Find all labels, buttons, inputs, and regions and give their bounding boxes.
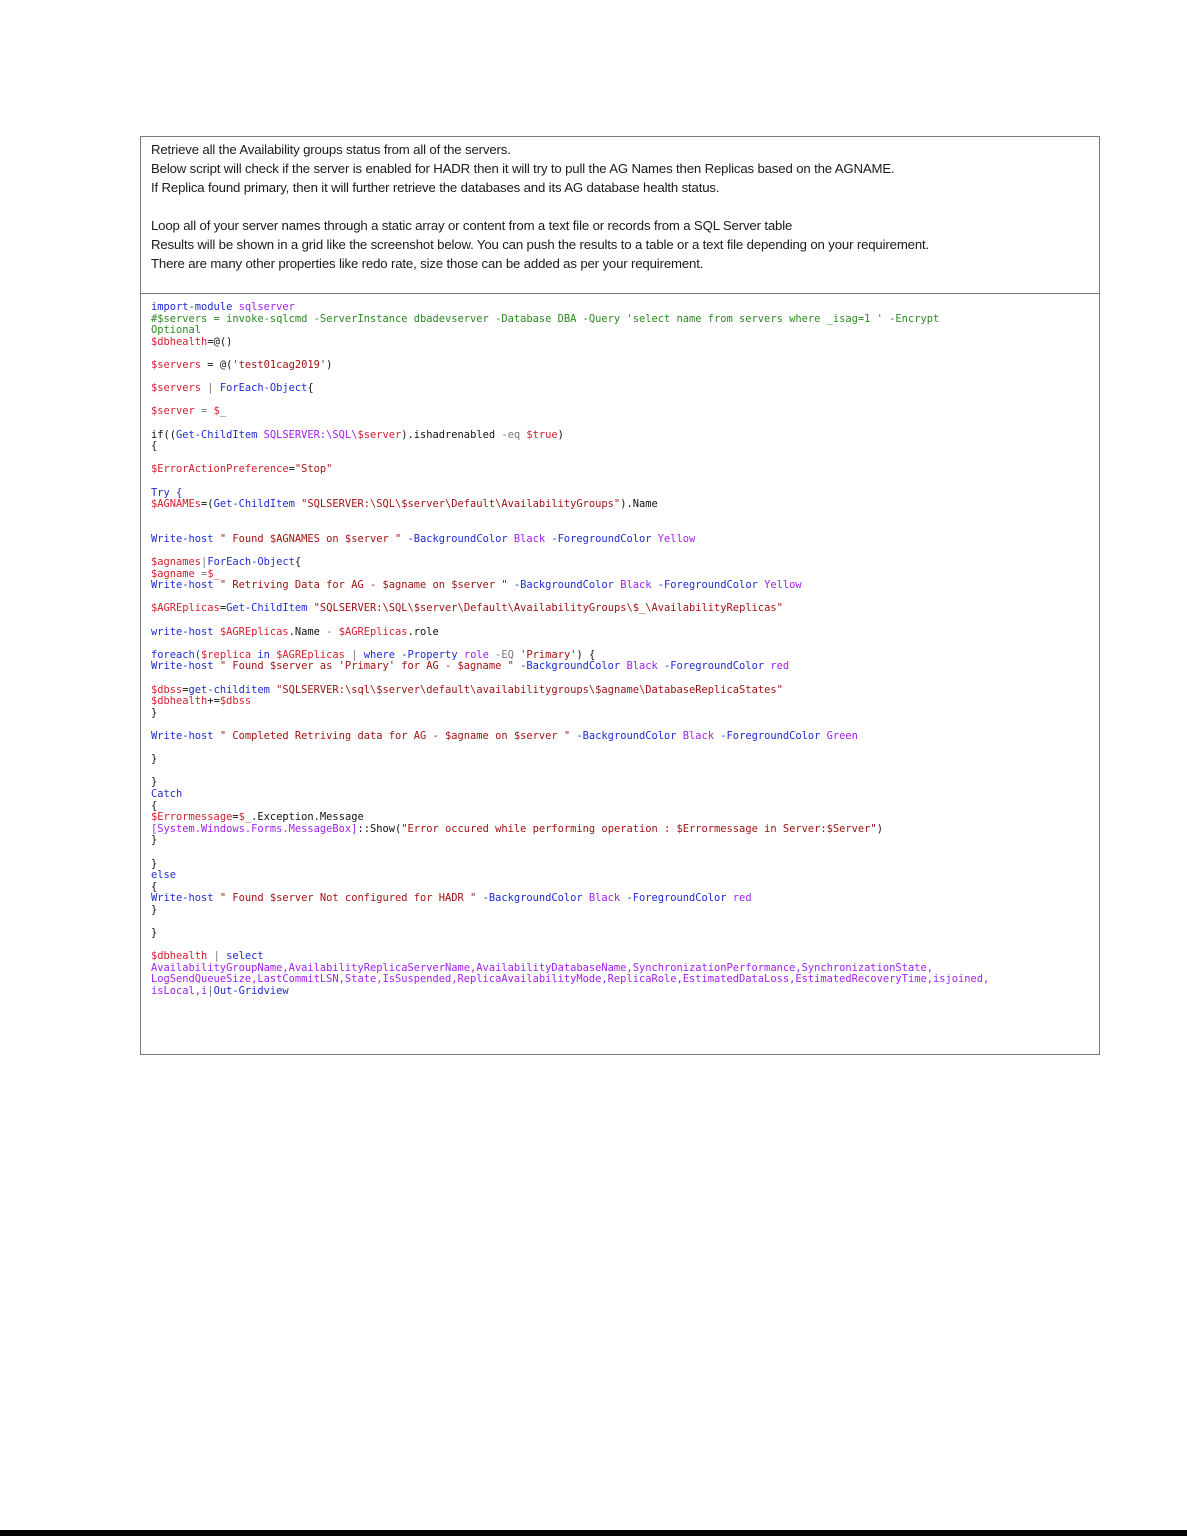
- code-token: $_: [207, 567, 220, 580]
- code-token: ::Show(: [357, 822, 402, 835]
- code-line: [151, 603, 1089, 615]
- code-token: .Exception.Message: [251, 811, 364, 824]
- code-token: $replica: [201, 648, 252, 661]
- code-token: $AGNAMEs: [151, 498, 202, 511]
- code-token: -EQ: [495, 648, 514, 661]
- code-token: Yellow: [757, 579, 802, 592]
- code-line: [151, 383, 1089, 395]
- code-token: $true: [520, 428, 558, 441]
- intro-line: Below script will check if the server is enabled for HADR then it will try to pull the AG Names then Replicas based on the AGNAME.: [151, 161, 895, 176]
- code-token: -ForegroundColor: [663, 660, 765, 673]
- code-token: =: [232, 811, 239, 824]
- code-token: 'test01cag2019': [232, 358, 327, 371]
- code-token: role: [457, 648, 496, 661]
- code-token: $dbss: [151, 683, 183, 696]
- code-token: $Errormessage: [151, 811, 233, 824]
- code-token: " Retriving Data for AG - $agname on $server ": [213, 579, 514, 592]
- intro-line: There are many other properties like redo rate, size those can be added as per your requirement.: [151, 256, 704, 271]
- code-line: [151, 406, 1089, 418]
- code-token: $AGREplicas: [332, 625, 408, 638]
- code-token: $servers: [151, 382, 202, 395]
- code-token: " Found $server as 'Primary' for AG - $agname ": [213, 660, 521, 673]
- code-token: =: [194, 405, 214, 418]
- code-line: }: [151, 927, 158, 940]
- code-line: [151, 534, 1089, 546]
- code-line: #$servers = invoke-sqlcmd -ServerInstance dbadevserver -Database DBA -Query 'select name from servers where _isag=1 ' -Encrypt: [151, 312, 940, 325]
- code-token: -Property: [395, 648, 458, 661]
- code-line: [151, 337, 1089, 349]
- code-token: $agname: [151, 567, 195, 580]
- code-line: [151, 893, 1089, 905]
- code-token: +=: [207, 695, 220, 708]
- code-token: -: [326, 625, 333, 638]
- code-token: $AGREplicas: [276, 648, 345, 661]
- code-token: Out-Gridview: [213, 985, 289, 998]
- code-token: =: [288, 463, 295, 476]
- code-token: Yellow: [651, 532, 696, 545]
- intro-text: [141, 137, 1099, 294]
- code-token: |: [201, 556, 208, 569]
- code-line: [151, 696, 1089, 708]
- code-line: [151, 661, 1089, 673]
- code-token: |: [344, 648, 364, 661]
- code-token: -ForegroundColor: [720, 729, 821, 742]
- intro-line: Loop all of your server names through a static array or content from a text file or records from a SQL Server table: [151, 218, 793, 233]
- code-token: ) {: [576, 648, 596, 661]
- code-line: [151, 430, 1089, 442]
- code-token: Write-host: [151, 729, 214, 742]
- code-token: select: [226, 950, 264, 963]
- code-line: [151, 986, 1089, 998]
- code-token: write-host: [151, 625, 214, 638]
- code-token: =: [182, 683, 189, 696]
- code-token: SQLSERVER:\SQL\: [257, 428, 358, 441]
- code-token: isLocal,i: [151, 985, 208, 998]
- code-token: Write-host: [151, 532, 214, 545]
- code-token: = @(: [201, 358, 233, 371]
- code-token: $server: [357, 428, 402, 441]
- code-token: red: [726, 892, 752, 905]
- code-token: Get-ChildItem: [226, 602, 308, 615]
- code-line: [151, 464, 1089, 476]
- code-token: -ForegroundColor: [657, 579, 758, 592]
- code-token: " Found $AGNAMES on $server ": [213, 532, 408, 545]
- code-token: $dbhealth: [151, 695, 208, 708]
- code-token: =@(): [207, 335, 233, 348]
- code-token: {: [294, 556, 302, 569]
- code-token: .role: [407, 625, 439, 638]
- code-token: ): [557, 428, 564, 441]
- code-line: {: [151, 880, 158, 893]
- code-token: where: [363, 648, 396, 661]
- code-line: }: [151, 834, 158, 847]
- code-line: LogSendQueueSize,LastCommitLSN,State,IsSuspended,ReplicaAvailabilityMode,ReplicaRole,EstimatedDataLoss,EstimatedRecoveryTime,isjoined,: [151, 973, 990, 986]
- code-token: "SQLSERVER:\SQL\$server\Default\AvailabilityGroups\$_\AvailabilityReplicas": [307, 602, 783, 615]
- code-line: }: [151, 776, 158, 789]
- code-token: ): [326, 358, 333, 371]
- code-line: {: [151, 440, 158, 453]
- code-line: {: [151, 799, 158, 812]
- code-line: [151, 557, 1089, 569]
- code-token: -BackgroundColor: [482, 892, 583, 905]
- code-line: else: [151, 869, 177, 882]
- code-token: $_: [238, 811, 252, 824]
- code-line: }: [151, 706, 158, 719]
- code-token: $AGREplicas: [213, 625, 289, 638]
- code-line: AvailabilityGroupName,AvailabilityReplicaServerName,AvailabilityDatabaseName,SynchronizationPerformance,SynchronizationState,: [151, 961, 933, 974]
- code-token: if((: [151, 428, 177, 441]
- code-line: [151, 685, 1089, 697]
- code-token: "Stop": [294, 463, 333, 476]
- code-line: Optional: [151, 324, 202, 337]
- code-token: Black: [582, 892, 627, 905]
- code-token: Write-host: [151, 892, 214, 905]
- code-token: Try {: [151, 486, 183, 499]
- code-token: -BackgroundColor: [520, 660, 621, 673]
- code-token: ForEach-Object: [207, 556, 295, 569]
- code-token: "SQLSERVER:\sql\$server\default\availabilitygroups\$agname\DatabaseReplicaStates": [269, 683, 783, 696]
- code-token: ).ishadrenabled: [401, 428, 502, 441]
- code-line: [151, 580, 1089, 592]
- code-line: [151, 360, 1089, 372]
- code-token: .Name: [288, 625, 327, 638]
- code-token: ): [876, 822, 883, 835]
- code-token: "Error occured while performing operation : $Errormessage in Server:$Server": [401, 822, 877, 835]
- code-line: }: [151, 903, 158, 916]
- code-token: =: [194, 567, 208, 580]
- intro-line: Retrieve all the Availability groups status from all of the servers.: [151, 142, 511, 157]
- code-token: Black: [507, 532, 552, 545]
- code-token: "SQLSERVER:\SQL\$server\Default\AvailabilityGroups": [294, 498, 621, 511]
- code-token: Black: [620, 660, 664, 673]
- code-token: |: [207, 950, 227, 963]
- code-token: ForEach-Object: [219, 382, 308, 395]
- code-token: -BackgroundColor: [407, 532, 508, 545]
- code-token: -BackgroundColor: [576, 729, 677, 742]
- intro-line: If Replica found primary, then it will further retrieve the databases and its AG database health status.: [151, 180, 720, 195]
- code-token: $_: [213, 405, 227, 418]
- code-token: Black: [676, 729, 721, 742]
- powershell-code-block: [141, 302, 1099, 998]
- code-token: $servers: [151, 358, 202, 371]
- code-token: foreach(: [151, 648, 202, 661]
- code-token: {: [307, 382, 314, 395]
- code-line: [151, 499, 1089, 511]
- code-token: $dbhealth: [151, 950, 208, 963]
- code-token: Write-host: [151, 660, 214, 673]
- code-token: Green: [820, 729, 858, 742]
- code-token: -ForegroundColor: [626, 892, 727, 905]
- code-token: $dbhealth: [151, 335, 208, 348]
- code-token: |: [207, 985, 214, 998]
- code-token: Black: [613, 579, 658, 592]
- page-bottom-border: [0, 1530, 1187, 1536]
- code-line: [151, 731, 1089, 743]
- code-token: |: [201, 382, 220, 395]
- code-token: " Found $server Not configured for HADR ": [213, 892, 483, 905]
- code-token: $AGREplicas: [151, 602, 220, 615]
- code-token: Get-ChildItem: [176, 428, 258, 441]
- code-token: $server: [151, 405, 195, 418]
- code-line: }: [151, 857, 158, 870]
- code-token: $ErrorActionPreference: [151, 463, 289, 476]
- code-token: " Completed Retriving data for AG - $agname on $server ": [213, 729, 577, 742]
- intro-line: Results will be shown in a grid like the screenshot below. You can push the results to a table or a text file depending on your requirement.: [151, 237, 930, 252]
- code-line: Catch: [151, 787, 183, 800]
- code-token: -ForegroundColor: [551, 532, 652, 545]
- code-token: $agnames: [151, 556, 202, 569]
- code-token: =: [219, 602, 227, 615]
- code-token: get-childitem: [188, 683, 270, 696]
- code-token: -BackgroundColor: [513, 579, 614, 592]
- code-token: ).Name: [620, 498, 658, 511]
- code-line: }: [151, 753, 158, 766]
- code-token: in: [251, 648, 277, 661]
- code-token: -eq: [501, 428, 521, 441]
- code-token: red: [764, 660, 790, 673]
- code-line: [151, 824, 1089, 836]
- code-line: [151, 627, 1089, 639]
- code-token: import-module: [151, 301, 233, 313]
- code-line: [151, 302, 1089, 314]
- code-token: =(: [201, 498, 214, 511]
- document-box: [140, 136, 1100, 1055]
- code-token: sqlserver: [232, 301, 295, 313]
- code-token: $dbss: [219, 695, 252, 708]
- code-token: Get-ChildItem: [213, 498, 295, 511]
- code-token: 'Primary': [513, 648, 577, 661]
- code-token: Write-host: [151, 579, 214, 592]
- code-token: [System.Windows.Forms.MessageBox]: [151, 822, 358, 835]
